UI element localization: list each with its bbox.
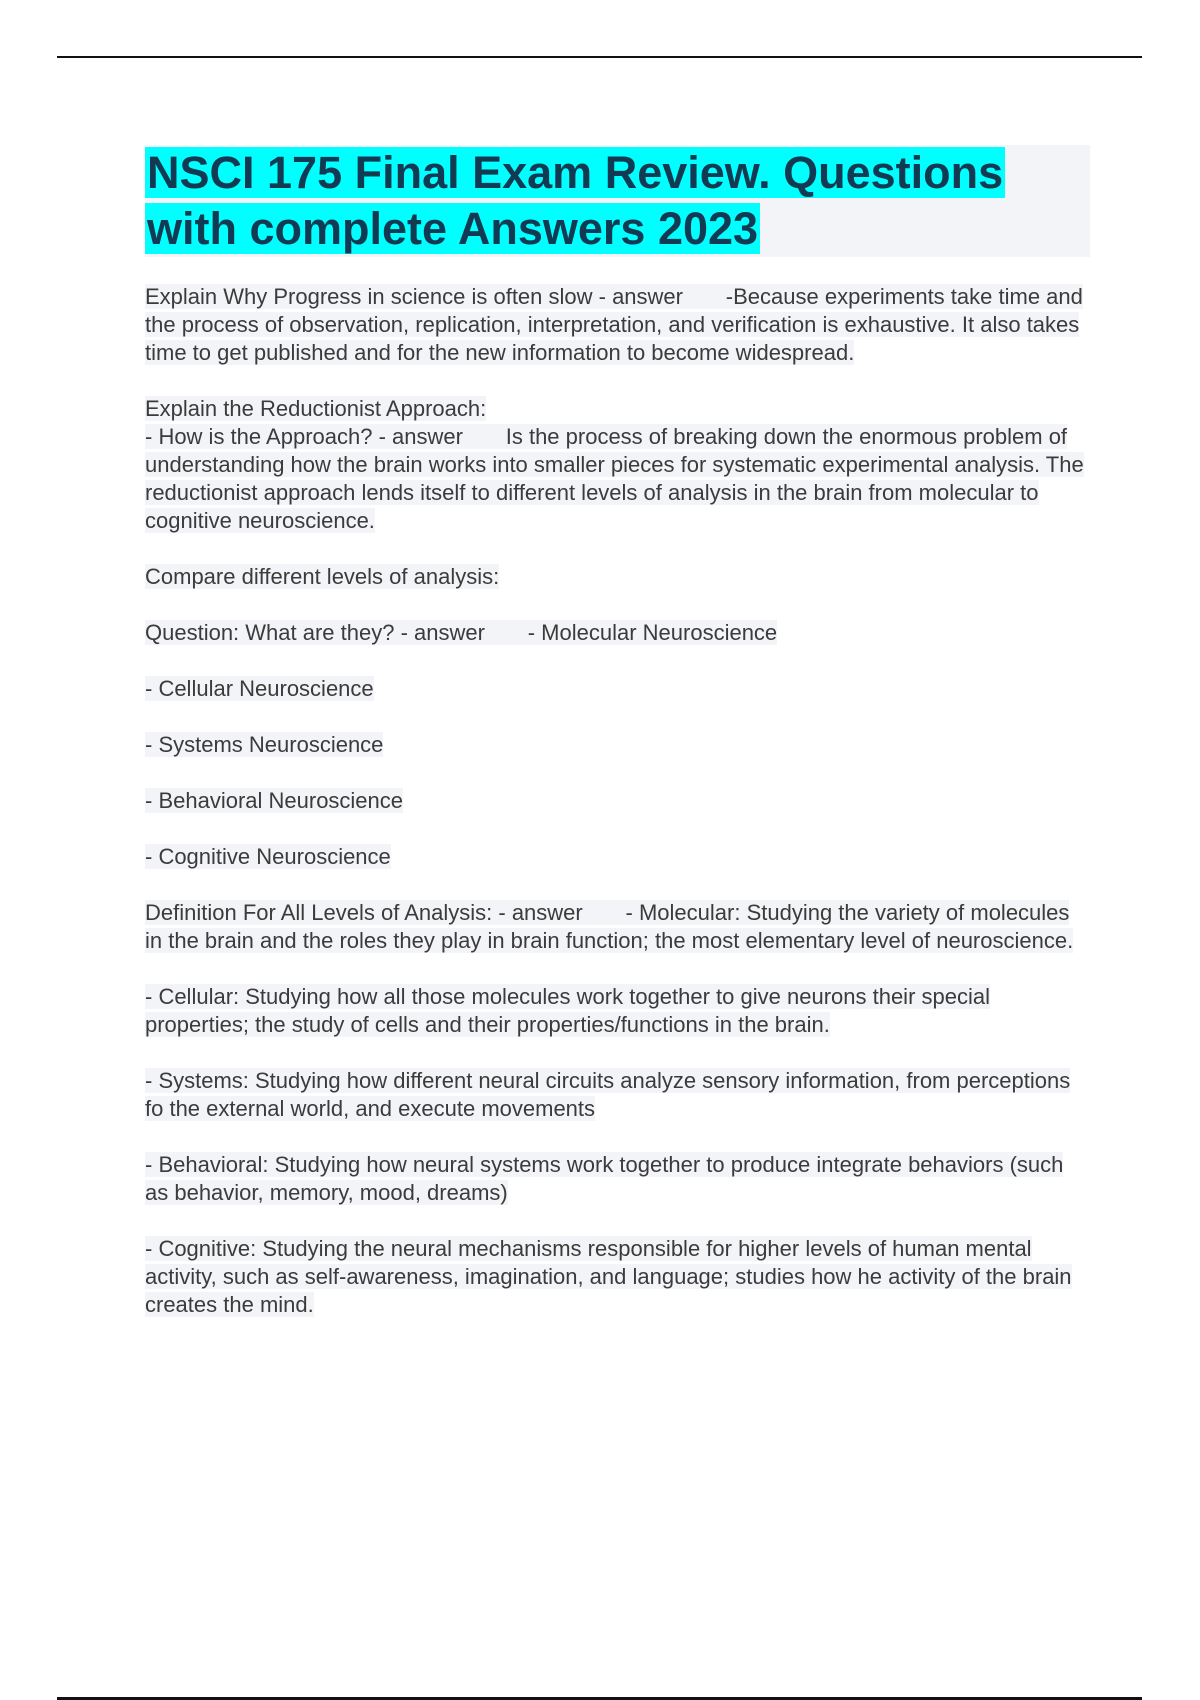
question-text: - How is the Approach? - answer bbox=[145, 424, 463, 449]
definition-systems: - Systems: Studying how different neural circuits analyze sensory information, from perceptions fo the external world, and execute movements bbox=[145, 1068, 1071, 1121]
document-body bbox=[145, 283, 1090, 1347]
top-rule bbox=[57, 56, 1142, 58]
definition-behavioral: - Behavioral: Studying how neural systems work together to produce integrate behaviors (such as behavior, memory, mood, dreams) bbox=[145, 1152, 1064, 1205]
title-block bbox=[145, 145, 1090, 257]
qa-levels-list bbox=[145, 619, 1090, 647]
definition-cellular: - Cellular: Studying how all those molecules work together to give neurons their special properties; the study of cells and their properties/functions in the brain. bbox=[145, 984, 990, 1037]
answer-text: - Molecular Neuroscience bbox=[527, 620, 778, 645]
title-line-2: with complete Answers 2023 bbox=[147, 203, 759, 254]
document-title bbox=[145, 145, 1090, 257]
list-item-cellular: - Cellular Neuroscience bbox=[145, 676, 374, 701]
levels-intro: Compare different levels of analysis: bbox=[145, 564, 500, 589]
definition-cognitive: - Cognitive: Studying the neural mechanisms responsible for higher levels of human mental activity, such as self-awareness, imagination, and language; studies how he activity of the brain creates the mind. bbox=[145, 1236, 1072, 1317]
section-heading: Explain the Reductionist Approach: bbox=[145, 396, 487, 421]
question-text: Explain Why Progress in science is often slow - answer bbox=[145, 284, 683, 309]
answer-text: Is the process of breaking down the enormous problem of understanding how the brain works into smaller pieces for systematic experimental analysis. The reductionist approach lends itself to different levels of analysis in the brain from molecular to cognitive neuroscience. bbox=[145, 424, 1084, 533]
list-item-systems: - Systems Neuroscience bbox=[145, 732, 384, 757]
qa-progress-slow bbox=[145, 283, 1090, 367]
list-item-behavioral: - Behavioral Neuroscience bbox=[145, 788, 404, 813]
question-text: Definition For All Levels of Analysis: - answer bbox=[145, 900, 583, 925]
answer-text: - Molecular: Studying the variety of molecules in the brain and the roles they play in brain function; the most elementary level of neuroscience. bbox=[145, 900, 1074, 953]
qa-definitions bbox=[145, 899, 1090, 955]
title-line-1: NSCI 175 Final Exam Review. Questions bbox=[147, 147, 1004, 198]
list-item-cognitive: - Cognitive Neuroscience bbox=[145, 844, 391, 869]
question-text: Question: What are they? - answer bbox=[145, 620, 485, 645]
qa-reductionist bbox=[145, 395, 1090, 535]
answer-text: -Because experiments take time and the process of observation, replication, interpretation, and verification is exhaustive. It also takes time to get published and for the new information to become widespread. bbox=[145, 284, 1083, 365]
